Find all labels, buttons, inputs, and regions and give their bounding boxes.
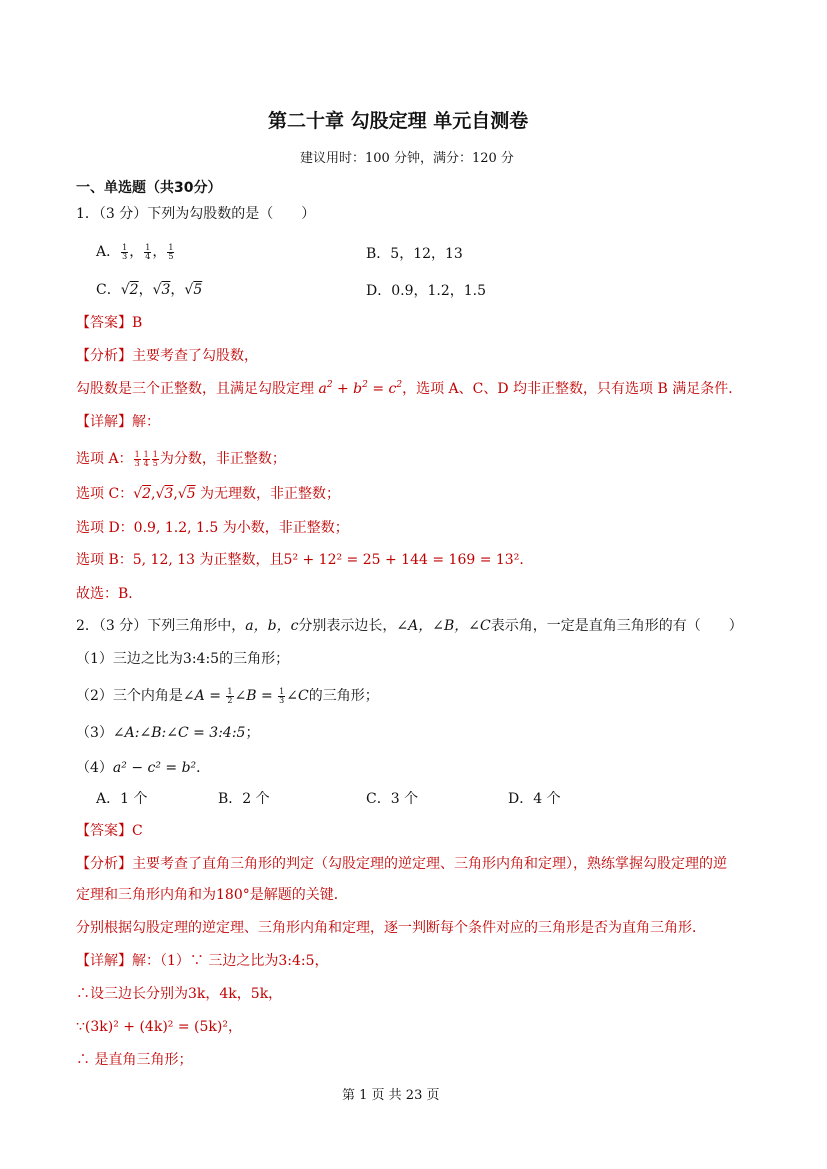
q1-analysis-head: 【分析】主要考查了勾股数， [76, 348, 258, 364]
page-title: 第二十章 勾股定理 单元自测卷 [268, 110, 529, 132]
fraction: $\frac{1}{3}$ [122, 242, 128, 261]
q1-option-d: D．0.9，1.2，1.5 [366, 283, 487, 299]
q2-condition-4: （4）a² − c² = b²． [76, 760, 211, 776]
section-heading: 一、单选题（共30分） [76, 180, 222, 196]
q1-detail-head: 【详解】解： [76, 414, 160, 430]
q2-detail-line-2: ∴设三边长分别为3k，4k，5k， [76, 986, 283, 1002]
q2-detail-line-4: ∴ 是直角三角形； [76, 1052, 193, 1068]
q2-analysis-line-3: 分别根据勾股定理的逆定理、三角形内角和定理，逐一判断每个条件对应的三角形是否为直角三角形． [76, 920, 706, 936]
q1-option-a-label: A． [96, 244, 121, 260]
q1-detail-b: 选项 B：5, 12, 13 为正整数，且5² + 12² = 25 + 144 = 169 = 13²． [76, 552, 534, 568]
q2-option-d: D．4 个 [508, 791, 561, 807]
q2-analysis-line-2: 定理和三角形内角和为180°是解题的关键． [76, 887, 348, 903]
sqrt: √5 [184, 282, 203, 298]
page-subtitle: 建议用时：100 分钟，满分：120 分 [300, 151, 514, 166]
sqrt: √2 [120, 282, 139, 298]
q2-analysis-line-1: 【分析】主要考查了直角三角形的判定（勾股定理的逆定理、三角形内角和定理），熟练掌握勾股定理的逆 [76, 856, 727, 872]
q2-condition-1: （1）三边之比为3:4:5的三角形； [76, 651, 290, 667]
q2-condition-3: （3）∠A:∠B:∠C = 3:4:5； [76, 725, 260, 741]
q2-option-c: C．3 个 [366, 791, 419, 807]
q2-detail-line-3: ∵(3k)² + (4k)² = (5k)²， [76, 1019, 242, 1035]
q2-option-a: A．1 个 [96, 791, 148, 807]
q1-stem: 1．（3 分）下列为勾股数的是（ ） [76, 206, 316, 222]
q2-stem: 2．（3 分）下列三角形中，a，b，c分别表示边长，∠A，∠B，∠C表示角，一定是直角三角形的有（ ） [76, 618, 743, 634]
sqrt: √3 [152, 282, 171, 298]
fraction: $\frac{1}{5}$ [168, 242, 174, 261]
q1-choose: 故选：B． [76, 586, 143, 602]
q2-option-b: B．2 个 [218, 791, 270, 807]
q2-condition-2: （2）三个内角是∠A = $\frac{1}{2}$ ∠B = $\frac{1}{3}$ ∠C的三角形； [76, 686, 379, 705]
fraction: $\frac{1}{4}$ [145, 242, 151, 261]
q1-detail-d: 选项 D：0.9, 1.2, 1.5 为小数，非正整数； [76, 520, 349, 536]
q1-option-b: B．5，12，13 [366, 246, 463, 262]
q1-option-a: A． $\frac{1}{3}$ ， $\frac{1}{4}$ ， $\frac{1}{5}$ [96, 242, 174, 261]
q2-detail-line-1: 【详解】解：（1）∵ 三边之比为3:4:5， [76, 953, 329, 969]
q1-detail-a: 选项 A： $\frac{1}{3}$ $\frac{1}{4}$ $\frac{1}{5}$ 为分数，非正整数； [76, 449, 286, 468]
q1-detail-c: 选项 C：√2,√3,√5 为无理数，非正整数； [76, 486, 341, 502]
page-footer: 第 1 页 共 23 页 [342, 1088, 440, 1103]
q1-analysis-body: 勾股数是三个正整数，且满足勾股定理 $a^2 + b^2 = c^2$，选项 A、C、D 均非正整数，只有选项 B 满足条件． [76, 380, 743, 397]
q1-option-c: C．√2，√3，√5 [96, 282, 203, 298]
q1-answer: 【答案】B [76, 315, 143, 331]
q2-answer: 【答案】C [76, 823, 143, 839]
